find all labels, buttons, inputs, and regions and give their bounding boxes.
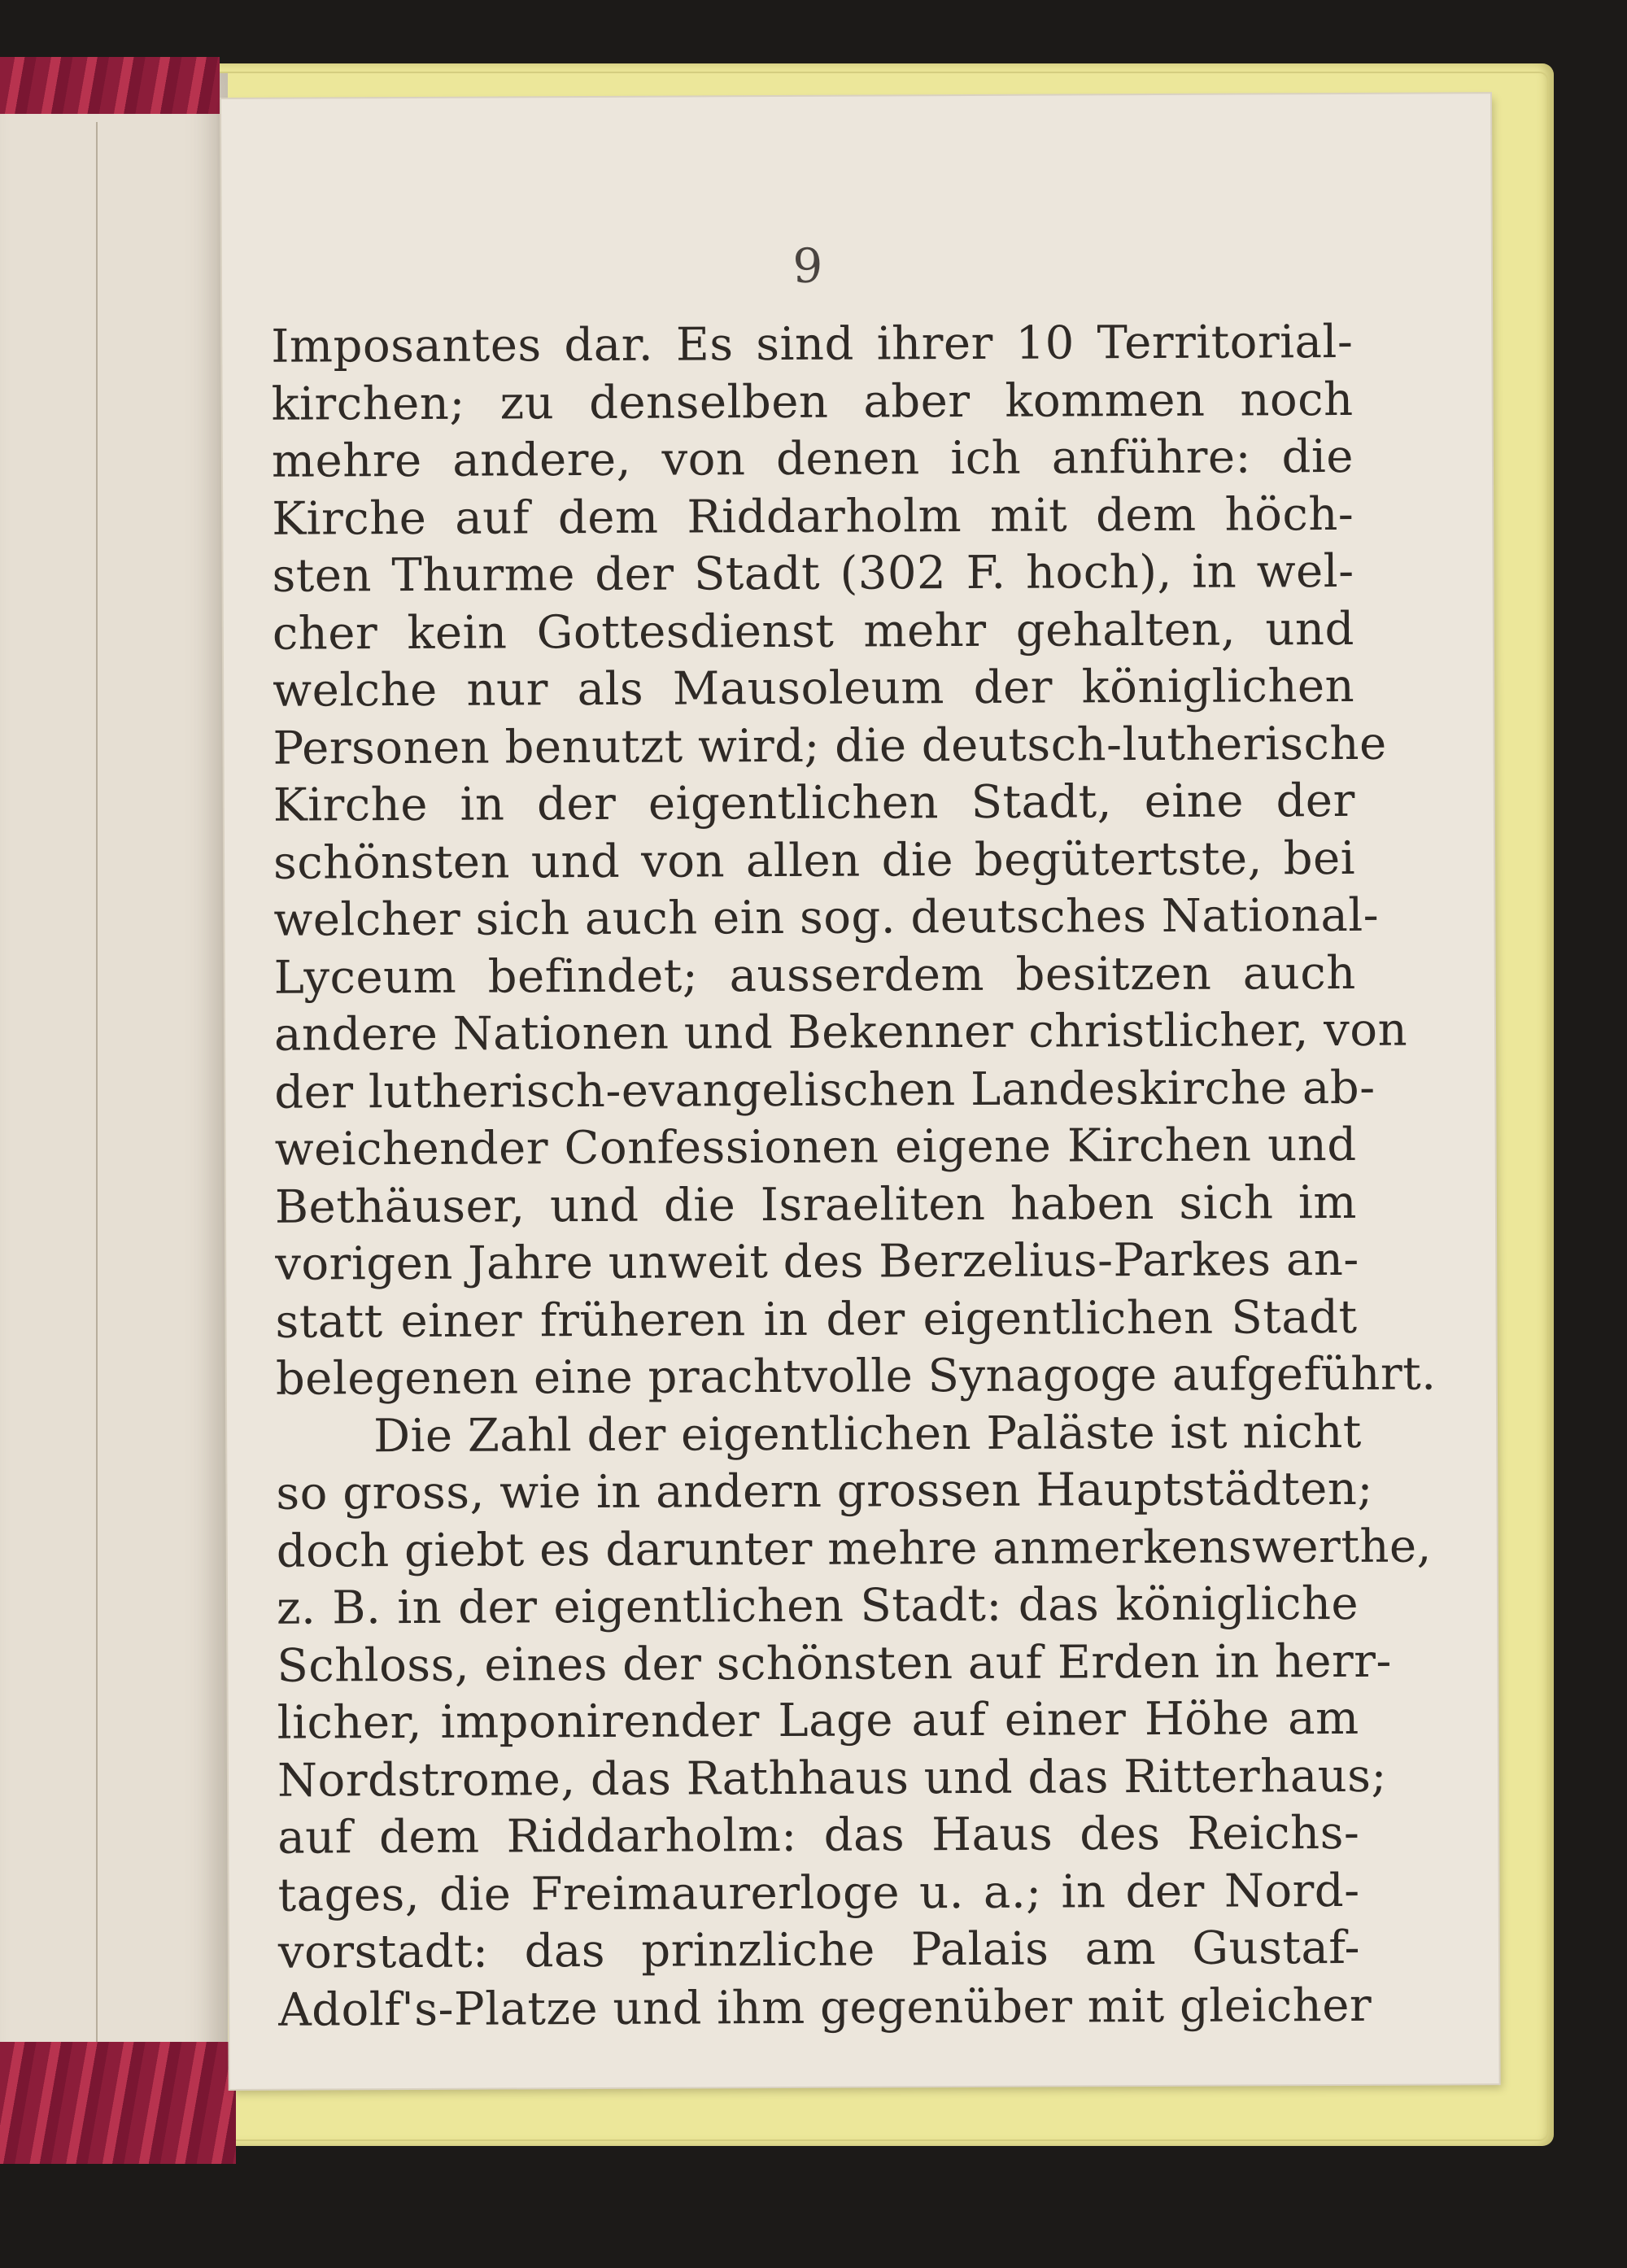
text-line: kirchen; zu denselben aber kommen noch — [271, 373, 1354, 431]
text-line: mehre andere, von denen ich anführe: die — [271, 430, 1354, 488]
text-line: Bethäuser, und die Israeliten haben sich im — [274, 1175, 1358, 1234]
text-line: Personen benutzt wird; die deutsch-lutherische — [273, 717, 1387, 775]
left-page-edge — [96, 122, 98, 2107]
text-line: Nordstrome, das Rathhaus und das Ritterhaus; — [277, 1749, 1387, 1808]
body-text — [271, 314, 1437, 2039]
text-line: andere Nationen und Bekenner christlicher, von — [273, 1003, 1408, 1062]
text-line: belegenen eine prachtvolle Synagoge aufgeführt. — [275, 1347, 1437, 1406]
text-line: schönsten und von allen die begütertste, bei — [273, 831, 1356, 890]
text-line: welche nur als Mausoleum der königlichen — [273, 659, 1355, 717]
ribbon-top — [0, 57, 220, 114]
text-line: Imposantes dar. Es sind ihrer 10 Territorial- — [271, 315, 1354, 373]
text-line: doch giebt es darunter mehre anmerkenswerthe, — [276, 1520, 1433, 1578]
text-line: z. B. in der eigentlichen Stadt: das königliche — [276, 1577, 1359, 1635]
text-line: so gross, wie in andern grossen Hauptstädten; — [276, 1462, 1373, 1520]
book-page — [221, 94, 1499, 2089]
ribbon-bottom — [0, 2042, 236, 2164]
text-line: weichender Confessionen eigene Kirchen und — [274, 1118, 1357, 1176]
text-line: licher, imponirender Lage auf einer Höhe am — [277, 1691, 1359, 1750]
text-line: Kirche auf dem Riddarholm mit dem höch- — [272, 487, 1354, 546]
text-line: der lutherisch-evangelischen Landeskirche ab- — [274, 1061, 1376, 1119]
text-line: Schloss, eines der schönsten auf Erden in herr- — [277, 1634, 1393, 1693]
text-line: tages, die Freimaurerloge u. a.; in der Nord- — [277, 1864, 1360, 1922]
text-line: sten Thurme der Stadt (302 F. hoch), in wel- — [272, 544, 1354, 603]
text-line: vorigen Jahre unweit des Berzelius-Parkes an- — [275, 1232, 1359, 1291]
text-line: welcher sich auch ein sog. deutsches National- — [273, 888, 1380, 947]
text-line: auf dem Riddarholm: das Haus des Reichs- — [277, 1806, 1360, 1865]
page-number: 9 — [792, 238, 823, 294]
left-facing-page — [0, 73, 228, 2123]
text-line: vorstadt: das prinzliche Palais am Gustaf- — [277, 1921, 1361, 1979]
text-line: Adolf's-Platze und ihm gegenüber mit gleicher — [278, 1978, 1372, 2037]
text-line: statt einer früheren in der eigentlichen Stadt — [275, 1290, 1358, 1349]
text-line: cher kein Gottesdienst mehr gehalten, und — [272, 602, 1354, 661]
text-line: Kirche in der eigentlichen Stadt, eine der — [273, 774, 1355, 832]
text-line: Die Zahl der eigentlichen Paläste ist nicht — [373, 1405, 1362, 1463]
text-line: Lyceum befindet; ausserdem besitzen auch — [273, 946, 1356, 1005]
